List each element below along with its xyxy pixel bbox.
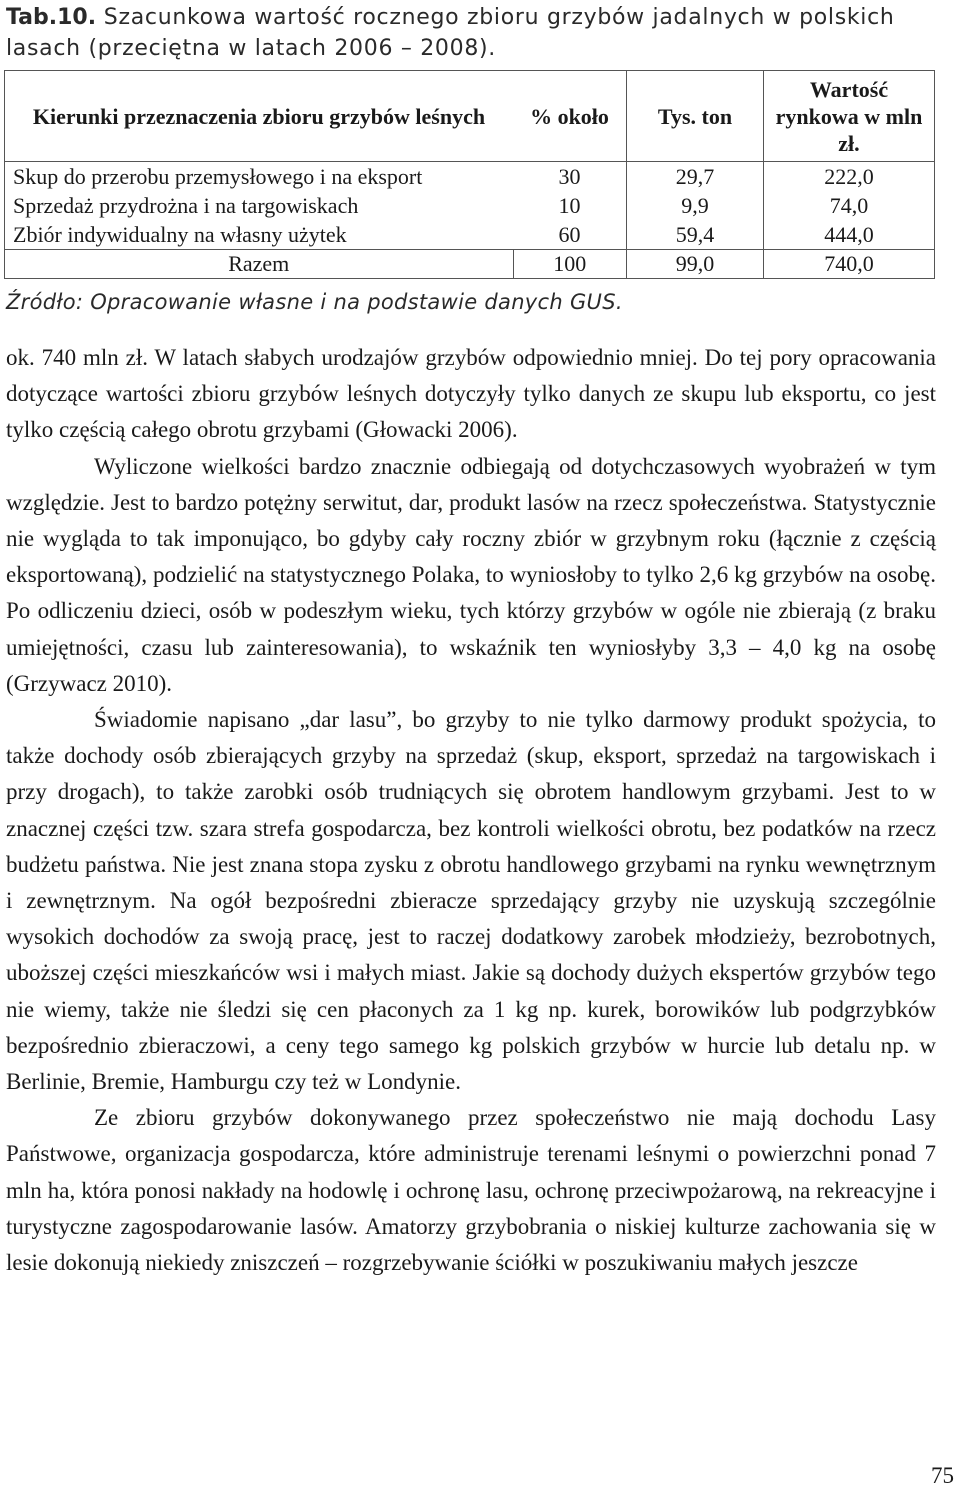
total-percent: 100 (513, 250, 627, 279)
table-header-row (5, 71, 935, 162)
row-tons: 29,7 (627, 162, 764, 192)
paragraph: Świadomie napisano „dar lasu”, bo grzyby to nie tylko darmowy produkt spożycia, to także dochody osób zbierających grzyby na sprzedaż (skup, eksport, sprzedaż na targowiskach i przy drogach), to także zarobki osób trudniących się obrotem handlowym grzybami. Jest to w znacznej części tzw. szara strefa gospodarcza, bez kontroli wielkości obrotu, bez podatków na rzecz budżetu państwa. Nie jest znana stopa zysku z obrotu handlowego grzybami na rynku wewnętrznym i zewnętrznym. Na ogół bezpośredni zbieracze sprzedający grzyby nie uzyskują szczególnie wysokich dochodów za swoją pracę, jest to raczej dodatkowy zarobek młodzieży, bezrobotnych, uboższej części mieszkańców wsi i małych miast. Jakie są dochody dużych ekspertów grzybów tego nie wiemy, także nie śledzi się cen płaconych za 1 kg np. kurek, borowików lub podgrzybków bezpośrednio zbieraczowi, a ceny tego samego kg polskich grzybów w hurcie lub detalu np. w Berlinie, Bremie, Hamburgu czy też w Londynie. (6, 707, 936, 1095)
row-tons: 9,9 (627, 191, 764, 220)
row-label: Skup do przerobu przemysłowego i na eksport (5, 162, 514, 192)
header-tons: Tys. ton (627, 71, 764, 162)
table-caption (6, 2, 946, 64)
table-row (5, 162, 935, 192)
row-value: 222,0 (764, 162, 935, 192)
table-caption-label: Tab.10. (6, 5, 97, 30)
paragraph: Ze zbioru grzybów dokonywanego przez społeczeństwo nie mają dochodu Lasy Państwowe, organizacja gospodarcza, które administruje terenami leśnymi o powierzchni ponad 7 mln ha, która ponosi nakłady na hodowlę i ochronę lasu, ochronę przeciwpożarową, na rekreacyjne i turystyczne zagospodarowanie lasów. Amatorzy grzybobrania o niskiej kulturze zachowania się w lesie dokonują niekiedy zniszczeń – rozgrzebywanie ściółki w poszukiwaniu małych jeszcze (6, 1105, 936, 1276)
header-direction: Kierunki przeznaczenia zbioru grzybów leśnych (5, 71, 514, 162)
row-value: 74,0 (764, 191, 935, 220)
total-label: Razem (5, 250, 514, 279)
paragraph: ok. 740 mln zł. W latach słabych urodzajów grzybów odpowiednio mniej. Do tej pory opracowania dotyczące wartości zbioru grzybów leśnych dotyczyły tylko danych ze skupu lub eksportu, co jest tylko częścią całego obrotu grzybami (Głowacki 2006). (6, 345, 936, 443)
row-tons: 59,4 (627, 220, 764, 250)
table-source-note: Źródło: Opracowanie własne i na podstawie danych GUS. (6, 290, 623, 314)
row-percent: 30 (513, 162, 627, 192)
mushroom-value-table (4, 70, 935, 279)
row-value: 444,0 (764, 220, 935, 250)
table-total-row (5, 250, 935, 279)
page-number: 75 (931, 1463, 954, 1488)
total-value: 740,0 (764, 250, 935, 279)
body-text (6, 340, 936, 1281)
header-percent: % około (513, 71, 627, 162)
paragraph: Wyliczone wielkości bardzo znacznie odbiegają od dotychczasowych wyobrażeń w tym względzie. Jest to bardzo potężny serwitut, dar, produkt lasów na rzecz społeczeństwa. Statystycznie nie wygląda to tak imponująco, bo gdyby cały roczny zbiór w grzybnym roku (łącznie z częścią eksportowaną), podzielić na statystycznego Polaka, to wyniosłoby to tylko 2,6 kg grzybów na osobę. Po odliczeniu dzieci, osób w podeszłym wieku, tych którzy grzybów w ogóle nie zbierają (z braku umiejętności, czasu lub zainteresowania), to wskaźnik ten wyniosłyby 3,3 – 4,0 kg na osobę (Grzywacz 2010). (6, 453, 936, 696)
header-value: Wartość rynkowa w mln zł. (764, 71, 935, 162)
row-percent: 60 (513, 220, 627, 250)
row-percent: 10 (513, 191, 627, 220)
table-caption-text: Szacunkowa wartość rocznego zbioru grzybów jadalnych w polskich lasach (przeciętna w latach 2006 – 2008). (6, 5, 895, 61)
table-row (5, 191, 935, 220)
table-row (5, 220, 935, 250)
row-label: Sprzedaż przydrożna i na targowiskach (5, 191, 514, 220)
total-tons: 99,0 (627, 250, 764, 279)
row-label: Zbiór indywidualny na własny użytek (5, 220, 514, 250)
